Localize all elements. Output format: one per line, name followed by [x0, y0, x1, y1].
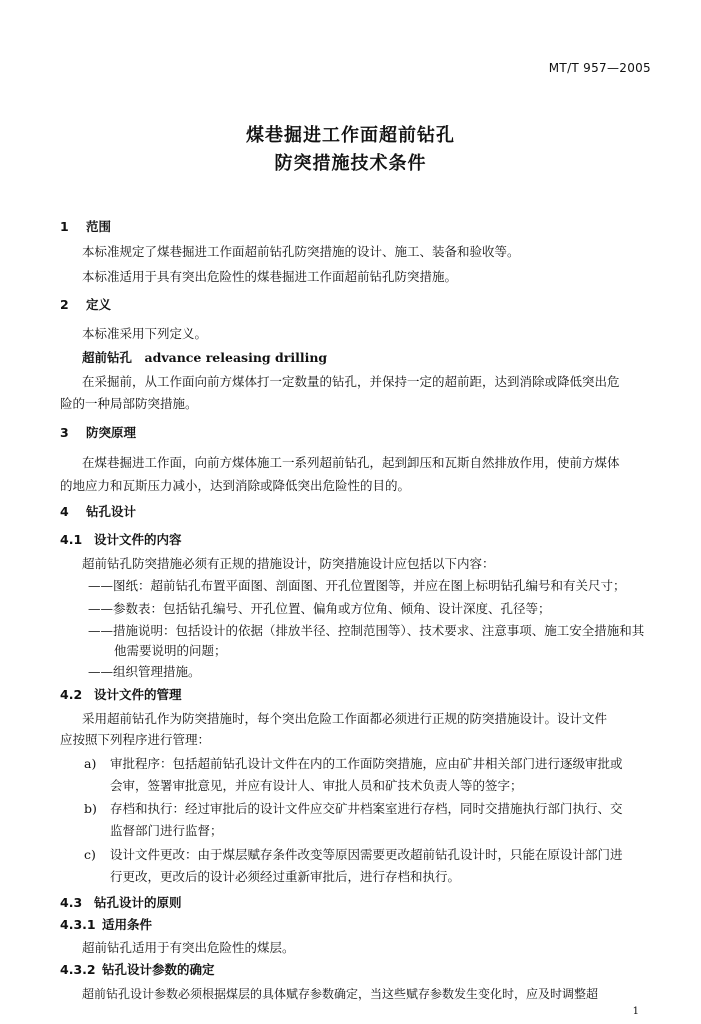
document-title-line1: 煤巷掘进工作面超前钻孔 — [246, 125, 455, 146]
subsection-4-1-heading — [60, 532, 182, 548]
section-number: 2 — [60, 297, 69, 312]
section-number: 4 — [60, 504, 69, 519]
list-item-a-continuation: 会审，签署审批意见，并应有设计人、审批人员和矿技术负责人等的签字； — [110, 778, 523, 793]
paragraph: 的地应力和瓦斯压力减小，达到消除或降低突出危险性的目的。 — [60, 478, 411, 493]
section-3-heading — [60, 425, 136, 441]
section-1-heading — [60, 219, 111, 235]
paragraph: 在煤巷掘进工作面，向前方煤体施工一系列超前钻孔，起到卸压和瓦斯自然排放作用，使前方煤体 — [82, 455, 620, 470]
section-title: 范围 — [86, 219, 112, 234]
list-label-a: a) — [84, 756, 97, 771]
section-title: 设计文件的管理 — [94, 687, 182, 702]
section-title: 设计文件的内容 — [94, 532, 182, 547]
paragraph: 超前钻孔适用于有突出危险性的煤层。 — [82, 940, 295, 955]
paragraph: 应按照下列程序进行管理： — [60, 732, 211, 747]
paragraph: 本标准适用于具有突出危险性的煤巷掘进工作面超前钻孔防突措施。 — [82, 269, 458, 284]
section-title: 适用条件 — [102, 917, 153, 932]
list-item-b-continuation: 监督部门进行监督； — [110, 823, 223, 838]
section-4-heading — [60, 504, 136, 520]
list-item: ——图纸：超前钻孔布置平面图、剖面图、开孔位置图等，并应在图上标明钻孔编号和有关尺寸； — [88, 578, 626, 593]
section-number: 4.3.2 — [60, 962, 96, 977]
list-item-c-continuation: 行更改，更改后的设计必须经过重新审批后，进行存档和执行。 — [110, 869, 461, 884]
section-title: 钻孔设计 — [86, 504, 137, 519]
list-item-b: 存档和执行：经过审批后的设计文件应交矿井档案室进行存档，同时交措施执行部门执行、交 — [110, 801, 623, 816]
subsection-4-3-heading — [60, 895, 182, 911]
paragraph: 本标准采用下列定义。 — [82, 326, 208, 341]
document-title-line2: 防突措施技术条件 — [274, 153, 427, 174]
subsection-4-2-heading — [60, 687, 182, 703]
paragraph: 超前钻孔设计参数必须根据煤层的具体赋存参数确定，当这些赋存参数发生变化时，应及时调整超 — [82, 987, 599, 1001]
list-item: ——参数表：包括钻孔编号、开孔位置、偏角或方位角、倾角、设计深度、孔径等； — [88, 601, 551, 616]
section-title: 钻孔设计的原则 — [94, 895, 182, 910]
standard-number: MT/T 957—2005 — [548, 61, 651, 75]
page-number: 1 — [632, 1006, 639, 1017]
list-item-a: 审批程序：包括超前钻孔设计文件在内的工作面防突措施，应由矿井相关部门进行逐级审批或 — [110, 756, 623, 771]
section-number: 4.3 — [60, 895, 83, 910]
subsection-4-3-1-heading — [60, 917, 152, 933]
section-number: 1 — [60, 219, 69, 234]
section-2-heading — [60, 297, 111, 313]
paragraph: 本标准规定了煤巷掘进工作面超前钻孔防突措施的设计、施工、装备和验收等。 — [82, 244, 520, 259]
section-number: 4.2 — [60, 687, 83, 702]
section-title: 定义 — [86, 297, 112, 312]
section-number: 4.1 — [60, 532, 83, 547]
list-item: ——措施说明：包括设计的依据（排放半径、控制范围等）、技术要求、注意事项、施工安全措施和其 — [88, 623, 645, 638]
list-label-b: b) — [84, 801, 97, 816]
list-item: ——组织管理措施。 — [88, 664, 201, 679]
section-title: 防突原理 — [86, 425, 137, 440]
section-number: 4.3.1 — [60, 917, 96, 932]
paragraph: 采用超前钻孔作为防突措施时，每个突出危险工作面都必须进行正规的防突措施设计。设计文件 — [82, 711, 608, 726]
section-number: 3 — [60, 425, 69, 440]
list-item-continuation: 他需要说明的问题； — [114, 643, 227, 658]
subsection-4-3-2-heading — [60, 962, 215, 978]
definition-text: 险的一种局部防突措施。 — [60, 396, 198, 411]
paragraph: 超前钻孔防突措施必须有正规的措施设计，防突措施设计应包括以下内容： — [82, 556, 495, 571]
section-title: 钻孔设计参数的确定 — [102, 962, 215, 977]
definition-text: 在采掘前，从工作面向前方煤体打一定数量的钻孔，并保持一定的超前距，达到消除或降低突出危 — [82, 374, 620, 389]
list-label-c: c) — [84, 847, 96, 862]
definition-term: 超前钻孔 advance releasing drilling — [82, 350, 328, 365]
list-item-c: 设计文件更改：由于煤层赋存条件改变等原因需要更改超前钻孔设计时，只能在原设计部门进 — [110, 847, 623, 862]
